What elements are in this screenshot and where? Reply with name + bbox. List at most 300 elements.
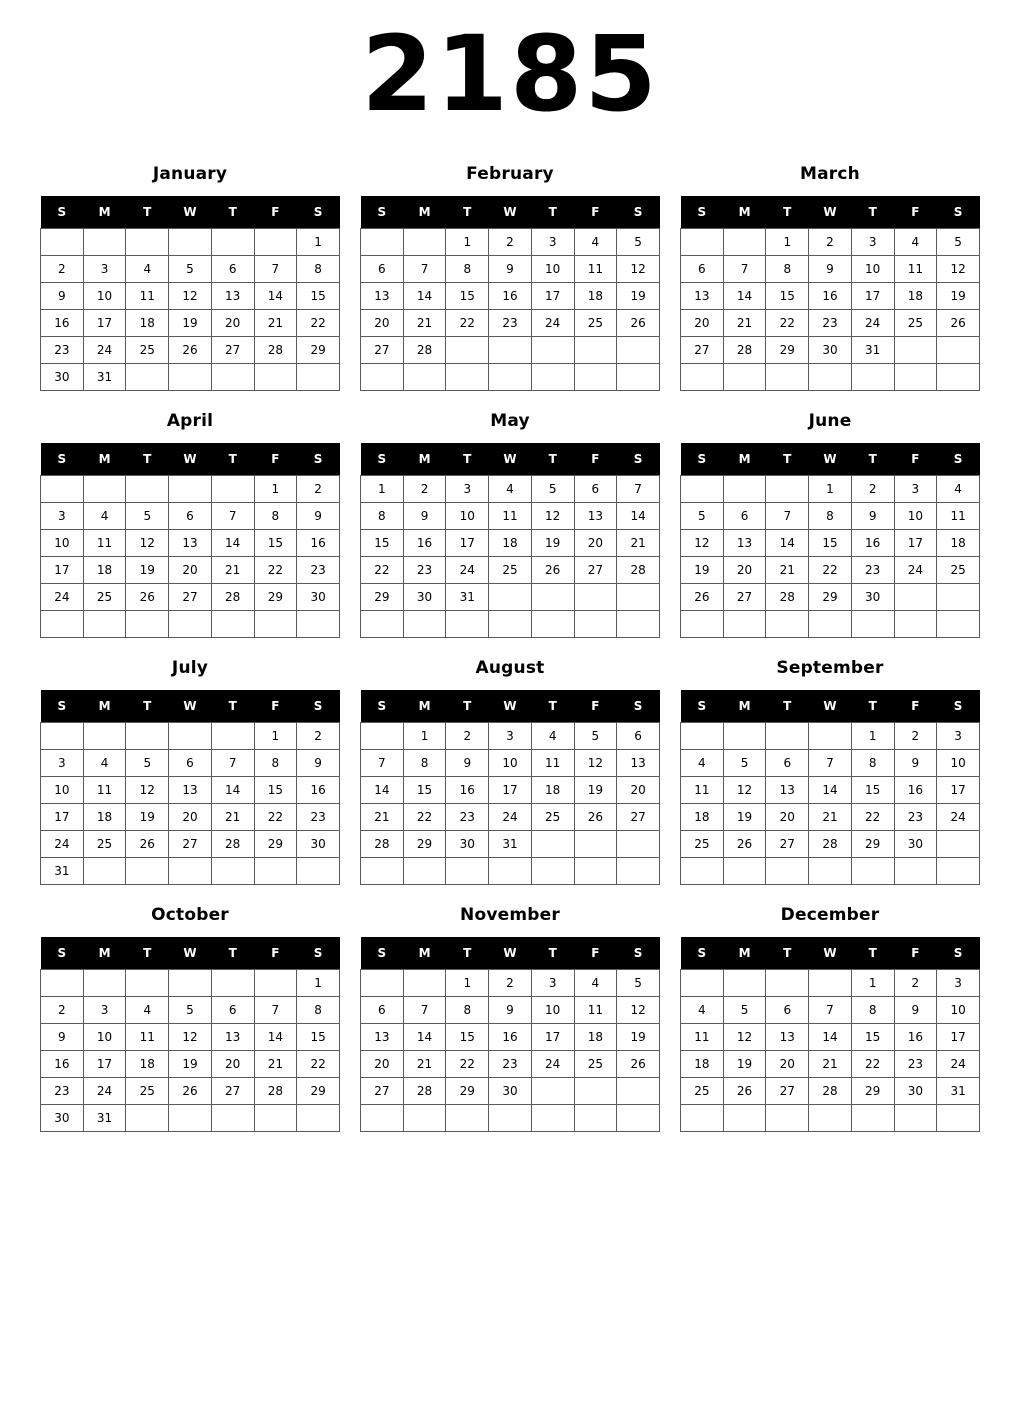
day-cell[interactable]: 2 <box>403 476 446 503</box>
day-cell[interactable]: 4 <box>126 997 169 1024</box>
day-cell[interactable]: 20 <box>361 1051 404 1078</box>
day-cell[interactable]: 30 <box>894 831 937 858</box>
day-cell[interactable]: 18 <box>126 1051 169 1078</box>
day-cell[interactable]: 14 <box>403 283 446 310</box>
day-cell[interactable]: 2 <box>446 723 489 750</box>
day-cell[interactable]: 5 <box>169 997 212 1024</box>
day-cell[interactable]: 6 <box>766 997 809 1024</box>
day-cell[interactable]: 30 <box>446 831 489 858</box>
day-cell[interactable]: 23 <box>809 310 852 337</box>
day-cell[interactable]: 6 <box>361 256 404 283</box>
day-cell[interactable]: 28 <box>809 831 852 858</box>
day-cell[interactable]: 23 <box>489 1051 532 1078</box>
day-cell[interactable]: 15 <box>851 777 894 804</box>
day-cell[interactable]: 8 <box>254 503 297 530</box>
day-cell[interactable]: 6 <box>681 256 724 283</box>
day-cell[interactable]: 18 <box>681 804 724 831</box>
day-cell[interactable]: 11 <box>126 283 169 310</box>
day-cell[interactable]: 21 <box>403 1051 446 1078</box>
day-cell[interactable]: 15 <box>297 283 340 310</box>
day-cell[interactable]: 28 <box>766 584 809 611</box>
day-cell[interactable]: 19 <box>617 1024 660 1051</box>
day-cell[interactable]: 12 <box>126 777 169 804</box>
day-cell[interactable]: 20 <box>617 777 660 804</box>
day-cell[interactable]: 16 <box>41 310 84 337</box>
day-cell[interactable]: 27 <box>211 337 254 364</box>
day-cell[interactable]: 26 <box>169 337 212 364</box>
day-cell[interactable]: 25 <box>937 557 980 584</box>
day-cell[interactable]: 16 <box>446 777 489 804</box>
day-cell[interactable]: 3 <box>937 970 980 997</box>
day-cell[interactable]: 7 <box>617 476 660 503</box>
day-cell[interactable]: 25 <box>83 831 126 858</box>
day-cell[interactable]: 19 <box>723 1051 766 1078</box>
day-cell[interactable]: 24 <box>894 557 937 584</box>
day-cell[interactable]: 27 <box>574 557 617 584</box>
day-cell[interactable]: 29 <box>809 584 852 611</box>
day-cell[interactable]: 31 <box>83 1105 126 1132</box>
day-cell[interactable]: 15 <box>254 777 297 804</box>
day-cell[interactable]: 5 <box>126 750 169 777</box>
day-cell[interactable]: 21 <box>211 804 254 831</box>
day-cell[interactable]: 8 <box>297 997 340 1024</box>
day-cell[interactable]: 16 <box>41 1051 84 1078</box>
day-cell[interactable]: 10 <box>83 1024 126 1051</box>
day-cell[interactable]: 26 <box>617 1051 660 1078</box>
day-cell[interactable]: 3 <box>41 750 84 777</box>
day-cell[interactable]: 15 <box>851 1024 894 1051</box>
day-cell[interactable]: 24 <box>531 310 574 337</box>
day-cell[interactable]: 31 <box>937 1078 980 1105</box>
day-cell[interactable]: 3 <box>83 256 126 283</box>
day-cell[interactable]: 1 <box>851 970 894 997</box>
day-cell[interactable]: 10 <box>531 997 574 1024</box>
day-cell[interactable]: 3 <box>446 476 489 503</box>
day-cell[interactable]: 20 <box>766 804 809 831</box>
day-cell[interactable]: 20 <box>723 557 766 584</box>
day-cell[interactable]: 3 <box>41 503 84 530</box>
day-cell[interactable]: 4 <box>83 750 126 777</box>
day-cell[interactable]: 12 <box>617 256 660 283</box>
day-cell[interactable]: 20 <box>681 310 724 337</box>
day-cell[interactable]: 7 <box>766 503 809 530</box>
day-cell[interactable]: 20 <box>211 310 254 337</box>
day-cell[interactable]: 23 <box>403 557 446 584</box>
day-cell[interactable]: 17 <box>489 777 532 804</box>
day-cell[interactable]: 27 <box>169 831 212 858</box>
day-cell[interactable]: 9 <box>41 283 84 310</box>
day-cell[interactable]: 9 <box>809 256 852 283</box>
day-cell[interactable]: 17 <box>531 1024 574 1051</box>
day-cell[interactable]: 20 <box>169 804 212 831</box>
day-cell[interactable]: 12 <box>617 997 660 1024</box>
day-cell[interactable]: 17 <box>83 1051 126 1078</box>
day-cell[interactable]: 24 <box>446 557 489 584</box>
day-cell[interactable]: 18 <box>83 557 126 584</box>
day-cell[interactable]: 29 <box>297 1078 340 1105</box>
day-cell[interactable]: 5 <box>617 970 660 997</box>
day-cell[interactable]: 13 <box>169 777 212 804</box>
day-cell[interactable]: 18 <box>681 1051 724 1078</box>
day-cell[interactable]: 1 <box>297 970 340 997</box>
day-cell[interactable]: 21 <box>211 557 254 584</box>
day-cell[interactable]: 22 <box>766 310 809 337</box>
day-cell[interactable]: 3 <box>531 970 574 997</box>
day-cell[interactable]: 23 <box>489 310 532 337</box>
day-cell[interactable]: 9 <box>446 750 489 777</box>
day-cell[interactable]: 14 <box>809 1024 852 1051</box>
day-cell[interactable]: 8 <box>361 503 404 530</box>
day-cell[interactable]: 13 <box>169 530 212 557</box>
day-cell[interactable]: 28 <box>723 337 766 364</box>
day-cell[interactable]: 4 <box>894 229 937 256</box>
day-cell[interactable]: 6 <box>211 256 254 283</box>
day-cell[interactable]: 29 <box>297 337 340 364</box>
day-cell[interactable]: 2 <box>851 476 894 503</box>
day-cell[interactable]: 6 <box>723 503 766 530</box>
day-cell[interactable]: 25 <box>574 1051 617 1078</box>
day-cell[interactable]: 10 <box>41 777 84 804</box>
day-cell[interactable]: 31 <box>83 364 126 391</box>
day-cell[interactable]: 10 <box>894 503 937 530</box>
day-cell[interactable]: 3 <box>851 229 894 256</box>
day-cell[interactable]: 10 <box>41 530 84 557</box>
day-cell[interactable]: 22 <box>361 557 404 584</box>
day-cell[interactable]: 13 <box>361 1024 404 1051</box>
day-cell[interactable]: 10 <box>531 256 574 283</box>
day-cell[interactable]: 2 <box>41 256 84 283</box>
day-cell[interactable]: 20 <box>574 530 617 557</box>
day-cell[interactable]: 27 <box>617 804 660 831</box>
day-cell[interactable]: 16 <box>489 1024 532 1051</box>
day-cell[interactable]: 11 <box>937 503 980 530</box>
day-cell[interactable]: 28 <box>211 831 254 858</box>
day-cell[interactable]: 14 <box>361 777 404 804</box>
day-cell[interactable]: 14 <box>254 1024 297 1051</box>
day-cell[interactable]: 14 <box>723 283 766 310</box>
day-cell[interactable]: 24 <box>851 310 894 337</box>
day-cell[interactable]: 30 <box>41 364 84 391</box>
day-cell[interactable]: 6 <box>766 750 809 777</box>
day-cell[interactable]: 25 <box>83 584 126 611</box>
day-cell[interactable]: 29 <box>851 1078 894 1105</box>
day-cell[interactable]: 14 <box>809 777 852 804</box>
day-cell[interactable]: 11 <box>574 256 617 283</box>
day-cell[interactable]: 7 <box>723 256 766 283</box>
day-cell[interactable]: 25 <box>574 310 617 337</box>
day-cell[interactable]: 27 <box>211 1078 254 1105</box>
day-cell[interactable]: 17 <box>851 283 894 310</box>
day-cell[interactable]: 9 <box>297 503 340 530</box>
day-cell[interactable]: 5 <box>937 229 980 256</box>
day-cell[interactable]: 4 <box>531 723 574 750</box>
day-cell[interactable]: 24 <box>531 1051 574 1078</box>
day-cell[interactable]: 27 <box>766 1078 809 1105</box>
day-cell[interactable]: 22 <box>297 310 340 337</box>
day-cell[interactable]: 25 <box>489 557 532 584</box>
day-cell[interactable]: 1 <box>851 723 894 750</box>
day-cell[interactable]: 9 <box>489 256 532 283</box>
day-cell[interactable]: 15 <box>254 530 297 557</box>
day-cell[interactable]: 28 <box>211 584 254 611</box>
day-cell[interactable]: 11 <box>894 256 937 283</box>
day-cell[interactable]: 30 <box>894 1078 937 1105</box>
day-cell[interactable]: 4 <box>83 503 126 530</box>
day-cell[interactable]: 1 <box>446 229 489 256</box>
day-cell[interactable]: 1 <box>254 723 297 750</box>
day-cell[interactable]: 12 <box>126 530 169 557</box>
day-cell[interactable]: 12 <box>681 530 724 557</box>
day-cell[interactable]: 13 <box>766 777 809 804</box>
day-cell[interactable]: 30 <box>41 1105 84 1132</box>
day-cell[interactable]: 22 <box>254 557 297 584</box>
day-cell[interactable]: 7 <box>403 997 446 1024</box>
day-cell[interactable]: 31 <box>851 337 894 364</box>
day-cell[interactable]: 13 <box>681 283 724 310</box>
day-cell[interactable]: 1 <box>254 476 297 503</box>
day-cell[interactable]: 28 <box>254 1078 297 1105</box>
day-cell[interactable]: 21 <box>254 310 297 337</box>
day-cell[interactable]: 30 <box>403 584 446 611</box>
day-cell[interactable]: 6 <box>617 723 660 750</box>
day-cell[interactable]: 27 <box>361 1078 404 1105</box>
day-cell[interactable]: 7 <box>809 750 852 777</box>
day-cell[interactable]: 4 <box>574 229 617 256</box>
day-cell[interactable]: 6 <box>169 750 212 777</box>
day-cell[interactable]: 30 <box>297 584 340 611</box>
day-cell[interactable]: 31 <box>41 858 84 885</box>
day-cell[interactable]: 15 <box>403 777 446 804</box>
day-cell[interactable]: 13 <box>211 1024 254 1051</box>
day-cell[interactable]: 1 <box>809 476 852 503</box>
day-cell[interactable]: 29 <box>403 831 446 858</box>
day-cell[interactable]: 19 <box>617 283 660 310</box>
day-cell[interactable]: 9 <box>894 750 937 777</box>
day-cell[interactable]: 14 <box>617 503 660 530</box>
day-cell[interactable]: 7 <box>211 750 254 777</box>
day-cell[interactable]: 10 <box>83 283 126 310</box>
day-cell[interactable]: 12 <box>937 256 980 283</box>
day-cell[interactable]: 14 <box>211 530 254 557</box>
day-cell[interactable]: 23 <box>41 1078 84 1105</box>
day-cell[interactable]: 8 <box>851 997 894 1024</box>
day-cell[interactable]: 8 <box>809 503 852 530</box>
day-cell[interactable]: 24 <box>937 804 980 831</box>
day-cell[interactable]: 10 <box>937 750 980 777</box>
day-cell[interactable]: 27 <box>361 337 404 364</box>
day-cell[interactable]: 19 <box>169 310 212 337</box>
day-cell[interactable]: 15 <box>446 1024 489 1051</box>
day-cell[interactable]: 17 <box>894 530 937 557</box>
day-cell[interactable]: 23 <box>446 804 489 831</box>
day-cell[interactable]: 28 <box>809 1078 852 1105</box>
day-cell[interactable]: 3 <box>937 723 980 750</box>
day-cell[interactable]: 9 <box>297 750 340 777</box>
day-cell[interactable]: 28 <box>254 337 297 364</box>
day-cell[interactable]: 31 <box>446 584 489 611</box>
day-cell[interactable]: 21 <box>809 804 852 831</box>
day-cell[interactable]: 21 <box>403 310 446 337</box>
day-cell[interactable]: 25 <box>681 1078 724 1105</box>
day-cell[interactable]: 27 <box>766 831 809 858</box>
day-cell[interactable]: 25 <box>894 310 937 337</box>
day-cell[interactable]: 5 <box>531 476 574 503</box>
day-cell[interactable]: 8 <box>297 256 340 283</box>
day-cell[interactable]: 20 <box>766 1051 809 1078</box>
day-cell[interactable]: 16 <box>894 1024 937 1051</box>
day-cell[interactable]: 3 <box>489 723 532 750</box>
day-cell[interactable]: 17 <box>41 804 84 831</box>
day-cell[interactable]: 8 <box>766 256 809 283</box>
day-cell[interactable]: 9 <box>41 1024 84 1051</box>
day-cell[interactable]: 18 <box>489 530 532 557</box>
day-cell[interactable]: 2 <box>297 476 340 503</box>
day-cell[interactable]: 23 <box>297 557 340 584</box>
day-cell[interactable]: 15 <box>766 283 809 310</box>
day-cell[interactable]: 24 <box>41 584 84 611</box>
day-cell[interactable]: 26 <box>937 310 980 337</box>
day-cell[interactable]: 6 <box>169 503 212 530</box>
day-cell[interactable]: 11 <box>83 777 126 804</box>
day-cell[interactable]: 13 <box>723 530 766 557</box>
day-cell[interactable]: 11 <box>126 1024 169 1051</box>
day-cell[interactable]: 19 <box>681 557 724 584</box>
day-cell[interactable]: 5 <box>681 503 724 530</box>
day-cell[interactable]: 22 <box>403 804 446 831</box>
day-cell[interactable]: 1 <box>403 723 446 750</box>
day-cell[interactable]: 12 <box>169 1024 212 1051</box>
day-cell[interactable]: 29 <box>446 1078 489 1105</box>
day-cell[interactable]: 8 <box>254 750 297 777</box>
day-cell[interactable]: 27 <box>169 584 212 611</box>
day-cell[interactable]: 30 <box>809 337 852 364</box>
day-cell[interactable]: 13 <box>574 503 617 530</box>
day-cell[interactable]: 26 <box>723 1078 766 1105</box>
day-cell[interactable]: 26 <box>126 584 169 611</box>
day-cell[interactable]: 19 <box>169 1051 212 1078</box>
day-cell[interactable]: 10 <box>489 750 532 777</box>
day-cell[interactable]: 16 <box>297 530 340 557</box>
day-cell[interactable]: 22 <box>254 804 297 831</box>
day-cell[interactable]: 5 <box>169 256 212 283</box>
day-cell[interactable]: 14 <box>403 1024 446 1051</box>
day-cell[interactable]: 2 <box>489 229 532 256</box>
day-cell[interactable]: 14 <box>211 777 254 804</box>
day-cell[interactable]: 2 <box>894 970 937 997</box>
day-cell[interactable]: 29 <box>254 584 297 611</box>
day-cell[interactable]: 18 <box>574 283 617 310</box>
day-cell[interactable]: 10 <box>446 503 489 530</box>
day-cell[interactable]: 4 <box>681 997 724 1024</box>
day-cell[interactable]: 18 <box>937 530 980 557</box>
day-cell[interactable]: 17 <box>41 557 84 584</box>
day-cell[interactable]: 26 <box>617 310 660 337</box>
day-cell[interactable]: 21 <box>617 530 660 557</box>
day-cell[interactable]: 11 <box>83 530 126 557</box>
day-cell[interactable]: 5 <box>723 750 766 777</box>
day-cell[interactable]: 21 <box>766 557 809 584</box>
day-cell[interactable]: 23 <box>41 337 84 364</box>
day-cell[interactable]: 19 <box>574 777 617 804</box>
day-cell[interactable]: 1 <box>766 229 809 256</box>
day-cell[interactable]: 22 <box>297 1051 340 1078</box>
day-cell[interactable]: 29 <box>254 831 297 858</box>
day-cell[interactable]: 12 <box>723 1024 766 1051</box>
day-cell[interactable]: 7 <box>254 997 297 1024</box>
day-cell[interactable]: 15 <box>446 283 489 310</box>
day-cell[interactable]: 7 <box>361 750 404 777</box>
day-cell[interactable]: 11 <box>489 503 532 530</box>
day-cell[interactable]: 26 <box>531 557 574 584</box>
day-cell[interactable]: 17 <box>937 1024 980 1051</box>
day-cell[interactable]: 9 <box>851 503 894 530</box>
day-cell[interactable]: 24 <box>937 1051 980 1078</box>
day-cell[interactable]: 11 <box>681 777 724 804</box>
day-cell[interactable]: 11 <box>531 750 574 777</box>
day-cell[interactable]: 20 <box>169 557 212 584</box>
day-cell[interactable]: 10 <box>851 256 894 283</box>
day-cell[interactable]: 13 <box>361 283 404 310</box>
day-cell[interactable]: 28 <box>361 831 404 858</box>
day-cell[interactable]: 26 <box>723 831 766 858</box>
day-cell[interactable]: 13 <box>617 750 660 777</box>
day-cell[interactable]: 18 <box>574 1024 617 1051</box>
day-cell[interactable]: 31 <box>489 831 532 858</box>
day-cell[interactable]: 5 <box>126 503 169 530</box>
day-cell[interactable]: 23 <box>894 1051 937 1078</box>
day-cell[interactable]: 2 <box>809 229 852 256</box>
day-cell[interactable]: 12 <box>574 750 617 777</box>
day-cell[interactable]: 13 <box>211 283 254 310</box>
day-cell[interactable]: 21 <box>254 1051 297 1078</box>
day-cell[interactable]: 14 <box>254 283 297 310</box>
day-cell[interactable]: 9 <box>403 503 446 530</box>
day-cell[interactable]: 29 <box>361 584 404 611</box>
day-cell[interactable]: 12 <box>723 777 766 804</box>
day-cell[interactable]: 26 <box>126 831 169 858</box>
day-cell[interactable]: 23 <box>297 804 340 831</box>
day-cell[interactable]: 21 <box>809 1051 852 1078</box>
day-cell[interactable]: 3 <box>894 476 937 503</box>
day-cell[interactable]: 8 <box>851 750 894 777</box>
day-cell[interactable]: 19 <box>126 804 169 831</box>
day-cell[interactable]: 9 <box>894 997 937 1024</box>
day-cell[interactable]: 2 <box>489 970 532 997</box>
day-cell[interactable]: 19 <box>126 557 169 584</box>
day-cell[interactable]: 6 <box>574 476 617 503</box>
day-cell[interactable]: 5 <box>617 229 660 256</box>
day-cell[interactable]: 4 <box>681 750 724 777</box>
day-cell[interactable]: 26 <box>681 584 724 611</box>
day-cell[interactable]: 23 <box>851 557 894 584</box>
day-cell[interactable]: 16 <box>894 777 937 804</box>
day-cell[interactable]: 24 <box>489 804 532 831</box>
day-cell[interactable]: 3 <box>83 997 126 1024</box>
day-cell[interactable]: 3 <box>531 229 574 256</box>
day-cell[interactable]: 11 <box>574 997 617 1024</box>
day-cell[interactable]: 13 <box>766 1024 809 1051</box>
day-cell[interactable]: 12 <box>169 283 212 310</box>
day-cell[interactable]: 14 <box>766 530 809 557</box>
day-cell[interactable]: 22 <box>809 557 852 584</box>
day-cell[interactable]: 17 <box>83 310 126 337</box>
day-cell[interactable]: 19 <box>531 530 574 557</box>
day-cell[interactable]: 28 <box>403 1078 446 1105</box>
day-cell[interactable]: 7 <box>254 256 297 283</box>
day-cell[interactable]: 18 <box>894 283 937 310</box>
day-cell[interactable]: 15 <box>361 530 404 557</box>
day-cell[interactable]: 5 <box>723 997 766 1024</box>
